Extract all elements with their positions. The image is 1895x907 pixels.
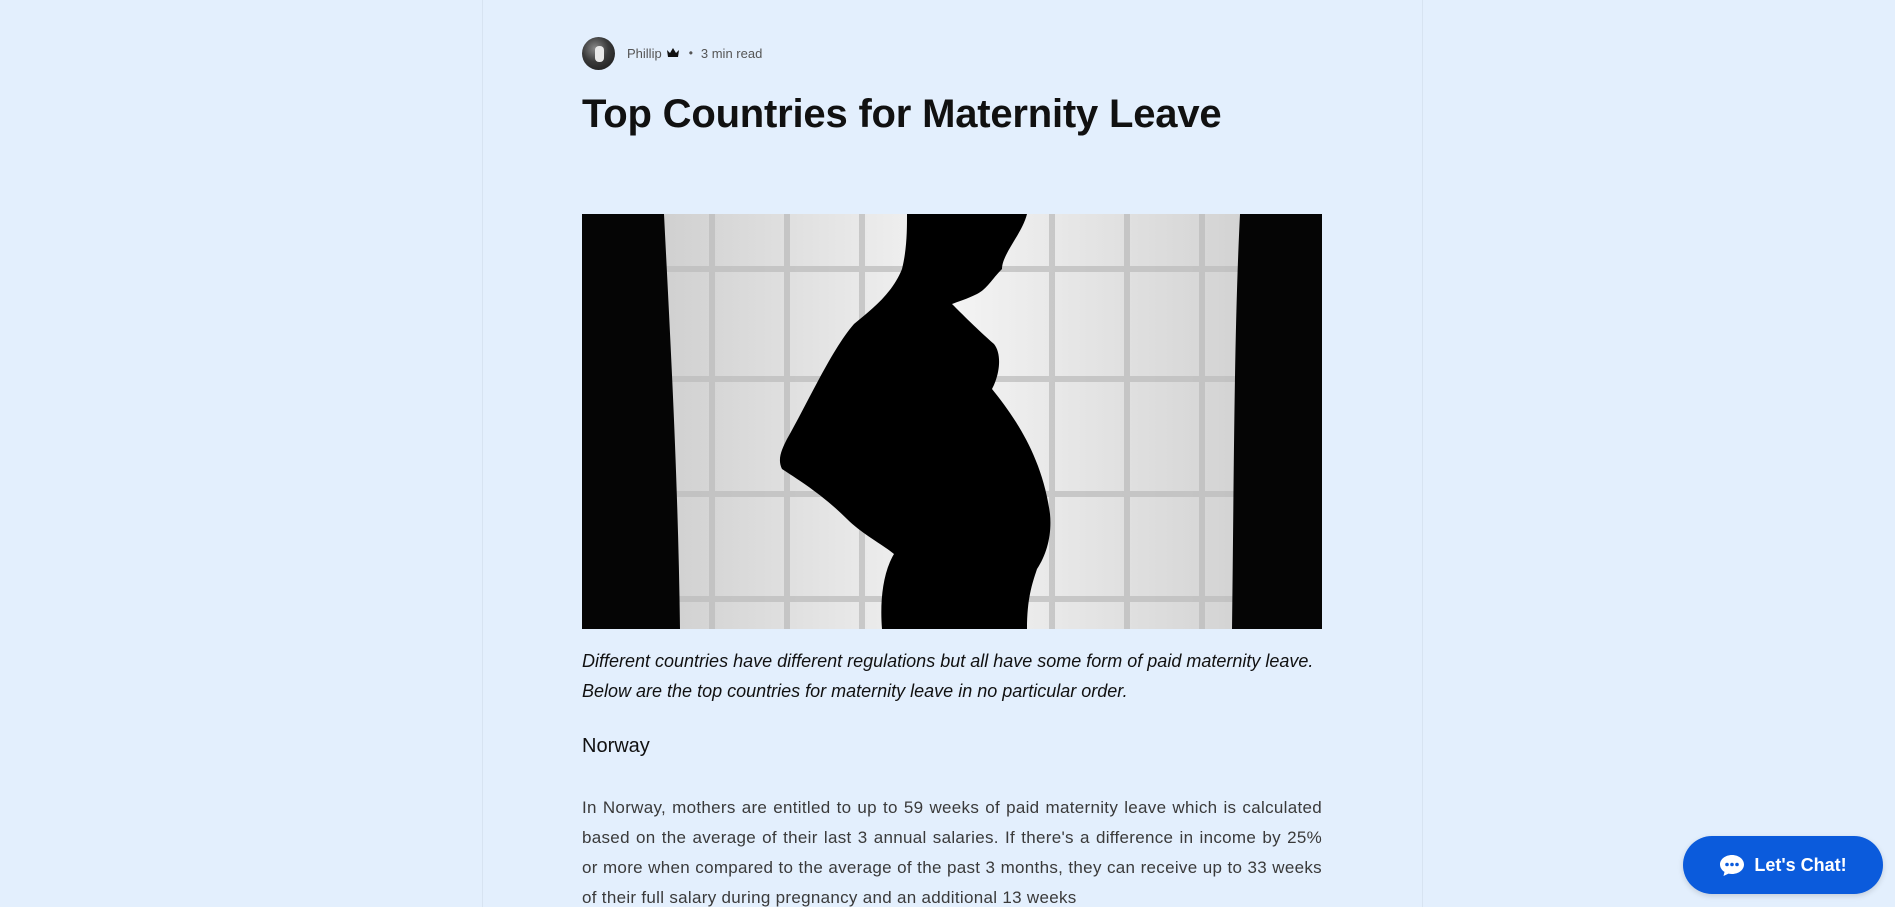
column-divider-left bbox=[482, 0, 483, 907]
column-divider-right bbox=[1422, 0, 1423, 907]
post-caption: Different countries have different regulations but all have some form of paid maternity leave. Below are the top countries for maternity leave in no particular order. bbox=[582, 651, 1314, 701]
chat-bubble-icon bbox=[1719, 853, 1745, 877]
meta-separator: • bbox=[688, 46, 693, 60]
author-name[interactable]: Phillip bbox=[627, 45, 662, 61]
section-heading-norway: Norway bbox=[582, 735, 650, 757]
section-body-norway: In Norway, mothers are entitled to up to 59 weeks of paid maternity leave which is calculated based on the average of their last 3 annual salaries. If there's a difference in income by 25% or more when compared to the average of the past 3 months, they can receive up to 33 weeks of their full salary during pregnancy and an additional 13 weeks bbox=[582, 798, 1322, 907]
lets-chat-label: Let's Chat! bbox=[1754, 854, 1847, 875]
post-title: Top Countries for Maternity Leave bbox=[582, 92, 1222, 136]
post-meta bbox=[582, 36, 762, 70]
crown-icon bbox=[666, 47, 680, 59]
pregnant-silhouette-image bbox=[582, 214, 1322, 629]
lets-chat-button[interactable] bbox=[1683, 836, 1883, 894]
hero-image bbox=[582, 214, 1322, 629]
author-avatar[interactable] bbox=[582, 37, 615, 70]
read-time: 3 min read bbox=[700, 45, 763, 61]
